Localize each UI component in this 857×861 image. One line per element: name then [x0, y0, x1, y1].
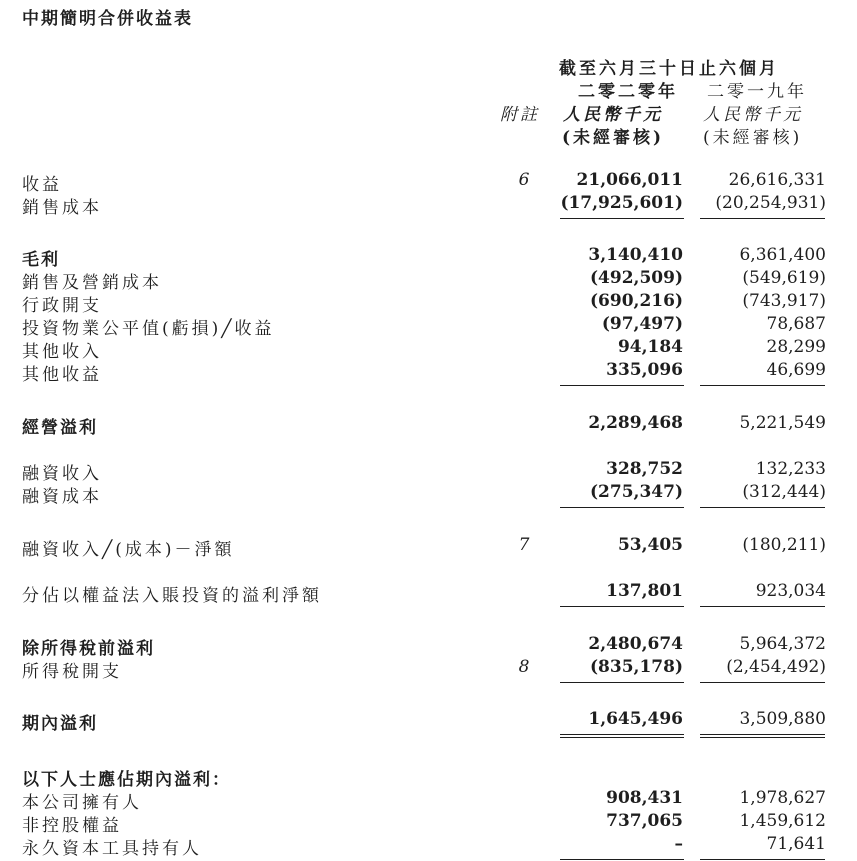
value-2019: 26,616,331 [728, 170, 826, 190]
value-2019: (312,444) [742, 482, 826, 502]
subtotal-rule [700, 859, 825, 860]
value-2019: (2,454,492) [726, 657, 826, 677]
value-2019: 3,509,880 [739, 709, 826, 729]
value-2019: 923,034 [755, 581, 826, 601]
row-label: 以下人士應佔期內溢利： [22, 770, 231, 790]
subtotal-rule [560, 385, 684, 386]
table-row [0, 459, 857, 482]
table-row [0, 193, 857, 216]
table-row [0, 314, 857, 337]
row-note: 7 [518, 535, 530, 555]
value-2020: (835,178) [590, 657, 683, 677]
table-row [0, 657, 857, 680]
table-row [0, 788, 857, 811]
value-2020: 2,289,468 [588, 413, 683, 433]
table-row [0, 268, 857, 291]
table-row [0, 291, 857, 314]
row-note: 6 [518, 170, 530, 190]
row-label: 融資成本 [22, 487, 102, 507]
row-label: 融資收入╱(成本)－淨額 [22, 540, 235, 560]
table-row [0, 245, 857, 268]
table-row [0, 360, 857, 383]
subtotal-rule [560, 606, 684, 607]
value-2020: 3,140,410 [588, 245, 683, 265]
table-row [0, 170, 857, 193]
total-double-rule [560, 737, 684, 738]
row-label: 毛利 [22, 250, 60, 270]
value-2019: 28,299 [766, 337, 826, 357]
subtotal-rule [560, 682, 684, 683]
row-label: 本公司擁有人 [22, 793, 142, 813]
subtotal-rule [560, 507, 684, 508]
row-label: 分佔以權益法入賬投資的溢利淨額 [22, 586, 322, 606]
row-label: 行政開支 [22, 296, 102, 316]
value-2020: 53,405 [617, 535, 683, 555]
table-row [0, 834, 857, 857]
subtotal-rule [560, 859, 684, 860]
note-header: 附註 [500, 105, 540, 125]
total-double-rule [700, 734, 825, 735]
value-2020: 335,096 [606, 360, 683, 380]
table-row [0, 709, 857, 732]
subtotal-rule [700, 385, 825, 386]
value-2020: (492,509) [590, 268, 683, 288]
period-header: 截至六月三十日止六個月 [559, 59, 779, 79]
table-row [0, 581, 857, 604]
row-label: 其他收益 [22, 365, 102, 385]
value-2020: (690,216) [590, 291, 683, 311]
value-2020: 737,065 [606, 811, 683, 831]
row-label: 其他收入 [22, 342, 102, 362]
value-2020: 94,184 [617, 337, 683, 357]
value-2020: 21,066,011 [576, 170, 683, 190]
value-2019: 132,233 [755, 459, 826, 479]
table-row [0, 535, 857, 558]
row-label: 經營溢利 [22, 418, 98, 438]
subtotal-rule [560, 218, 684, 219]
value-2020: 137,801 [606, 581, 683, 601]
total-double-rule [560, 734, 684, 735]
subtotal-rule [700, 606, 825, 607]
value-2019: 1,459,612 [739, 811, 826, 831]
table-row [0, 482, 857, 505]
value-2020: (17,925,601) [560, 193, 683, 213]
row-label: 期內溢利 [22, 714, 98, 734]
subtotal-rule [700, 507, 825, 508]
table-row [0, 634, 857, 657]
audit-2019-header: (未經審核) [703, 128, 803, 148]
row-label: 投資物業公平值(虧損)╱收益 [22, 319, 275, 339]
value-2019: (743,917) [742, 291, 826, 311]
row-label: 永久資本工具持有人 [22, 839, 202, 859]
value-2020: 1,645,496 [588, 709, 683, 729]
value-2019: 1,978,627 [739, 788, 826, 808]
currency-2020-header: 人民幣千元 [563, 105, 663, 125]
value-2019: 5,964,372 [739, 634, 826, 654]
row-label: 所得稅開支 [22, 662, 122, 682]
table-row [0, 413, 857, 436]
table-row [0, 811, 857, 834]
table-row [0, 765, 857, 788]
total-double-rule [700, 737, 825, 738]
row-label: 銷售及營銷成本 [22, 273, 162, 293]
value-2019: 78,687 [766, 314, 826, 334]
subtotal-rule [700, 682, 825, 683]
row-label: 融資收入 [22, 464, 102, 484]
value-2020: 908,431 [606, 788, 683, 808]
value-2020: (275,347) [590, 482, 683, 502]
value-2020: 328,752 [606, 459, 683, 479]
audit-2020-header: (未經審核) [562, 128, 665, 148]
year-2020-header: 二零二零年 [578, 82, 678, 102]
value-2019: (180,211) [742, 535, 826, 555]
value-2020: (97,497) [601, 314, 683, 334]
table-row [0, 337, 857, 360]
value-2019: 5,221,549 [739, 413, 826, 433]
row-note: 8 [518, 657, 530, 677]
value-2019: 6,361,400 [739, 245, 826, 265]
value-2019: (20,254,931) [715, 193, 826, 213]
row-label: 除所得稅前溢利 [22, 639, 155, 659]
value-2019: 71,641 [766, 834, 826, 854]
value-2020: 2,480,674 [588, 634, 683, 654]
value-2020: – [674, 834, 683, 854]
statement-title: 中期簡明合併收益表 [22, 9, 193, 29]
subtotal-rule [700, 218, 825, 219]
value-2019: 46,699 [766, 360, 826, 380]
row-label: 非控股權益 [22, 816, 122, 836]
value-2019: (549,619) [742, 268, 826, 288]
row-label: 銷售成本 [22, 198, 102, 218]
row-label: 收益 [22, 175, 62, 195]
currency-2019-header: 人民幣千元 [703, 105, 803, 125]
year-2019-header: 二零一九年 [707, 82, 807, 102]
